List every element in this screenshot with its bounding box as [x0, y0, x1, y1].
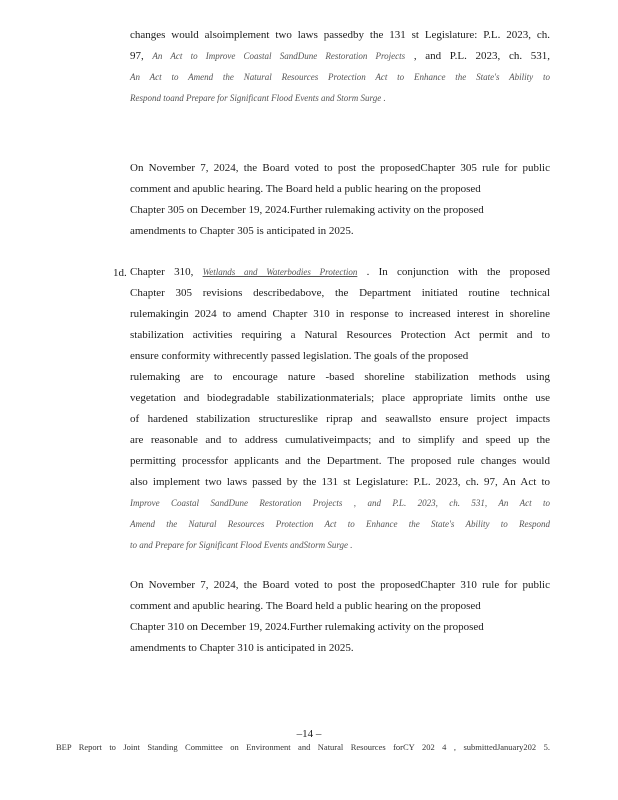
text-line: also implement two laws passed by the 131 st Legislature: P.L. 2023, ch. 97, An Act to [130, 476, 550, 488]
text-line: Chapter 305 revisions describedabove, the Department initiated routine technical [130, 287, 550, 299]
act-title-line: Respond toand Prepare for Significant Flood Events and Storm Surge . [130, 93, 386, 103]
text-fragment: , and P.L. 2023, ch. 531, [405, 50, 551, 62]
act-title-line: Improve Coastal SandDune Restoration Projects , and P.L. 2023, ch. 531, An Act to [130, 498, 550, 508]
text-line: amendments to Chapter 305 is anticipated in 2025. [130, 225, 354, 237]
page-footer: BEP Report to Joint Standing Committee on Environment and Natural Resources forCY 202 4 , submittedJanuary202 5. [56, 742, 550, 752]
section-heading-line [130, 262, 550, 283]
act-title: An Act to Improve Coastal SandDune Restoration Projects [152, 51, 406, 61]
paragraph-chapter-310-board-vote [130, 575, 550, 659]
text-line: permitting processfor applicants and the Department. The proposed rule changes would [130, 455, 550, 467]
section-title: Wetlands and Waterbodies Protection [202, 267, 358, 277]
text-fragment: . In conjunction with the proposed [357, 266, 550, 278]
text-line: comment and apublic hearing. The Board held a public hearing on the proposed [130, 183, 481, 195]
act-title-line: An Act to Amend the Natural Resources Protection Act to Enhance the State's Ability to [130, 72, 550, 82]
paragraph-chapter-305-laws [130, 25, 550, 109]
text-line: On November 7, 2024, the Board voted to post the proposedChapter 310 rule for public [130, 579, 550, 591]
text-line [130, 46, 550, 67]
text-line: rulemakingin 2024 to amend Chapter 310 in response to increased interest in shoreline [130, 308, 550, 320]
act-title-line: Amend the Natural Resources Protection Act to Enhance the State's Ability to Respond [130, 519, 550, 529]
text-line: stabilization activities requiring a Natural Resources Protection Act permit and to [130, 329, 550, 341]
text-line: Chapter 305 on December 19, 2024.Further rulemaking activity on the proposed [130, 204, 484, 216]
act-title-line: to and Prepare for Significant Flood Events andStorm Surge . [130, 540, 353, 550]
page-number: –14 – [296, 728, 322, 740]
text-line: amendments to Chapter 310 is anticipated in 2025. [130, 642, 354, 654]
text-line: comment and apublic hearing. The Board held a public hearing on the proposed [130, 600, 481, 612]
text-line: changes would alsoimplement two laws passedby the 131 st Legislature: P.L. 2023, ch. [130, 29, 550, 41]
text-line: vegetation and biodegradable stabilizationmaterials; place appropriate limits onthe use [130, 392, 550, 404]
text-line: On November 7, 2024, the Board voted to post the proposedChapter 305 rule for public [130, 162, 550, 174]
paragraph-chapter-310 [130, 262, 550, 556]
section-heading: Chapter 310, [130, 266, 203, 278]
text-line: ensure conformity withrecently passed legislation. The goals of the proposed [130, 350, 469, 362]
text-line: of hardened stabilization structureslike riprap and seawallsto ensure project impacts [130, 413, 550, 425]
text-line: rulemaking are to encourage nature -based shoreline stabilization methods using [130, 371, 550, 383]
paragraph-chapter-305-board-vote [130, 158, 550, 242]
text-fragment: 97, [130, 50, 153, 62]
text-line: Chapter 310 on December 19, 2024.Further rulemaking activity on the proposed [130, 621, 484, 633]
section-marker: 1d. [113, 267, 127, 279]
text-line: are reasonable and to address cumulativeimpacts; and to simplify and speed up the [130, 434, 550, 446]
